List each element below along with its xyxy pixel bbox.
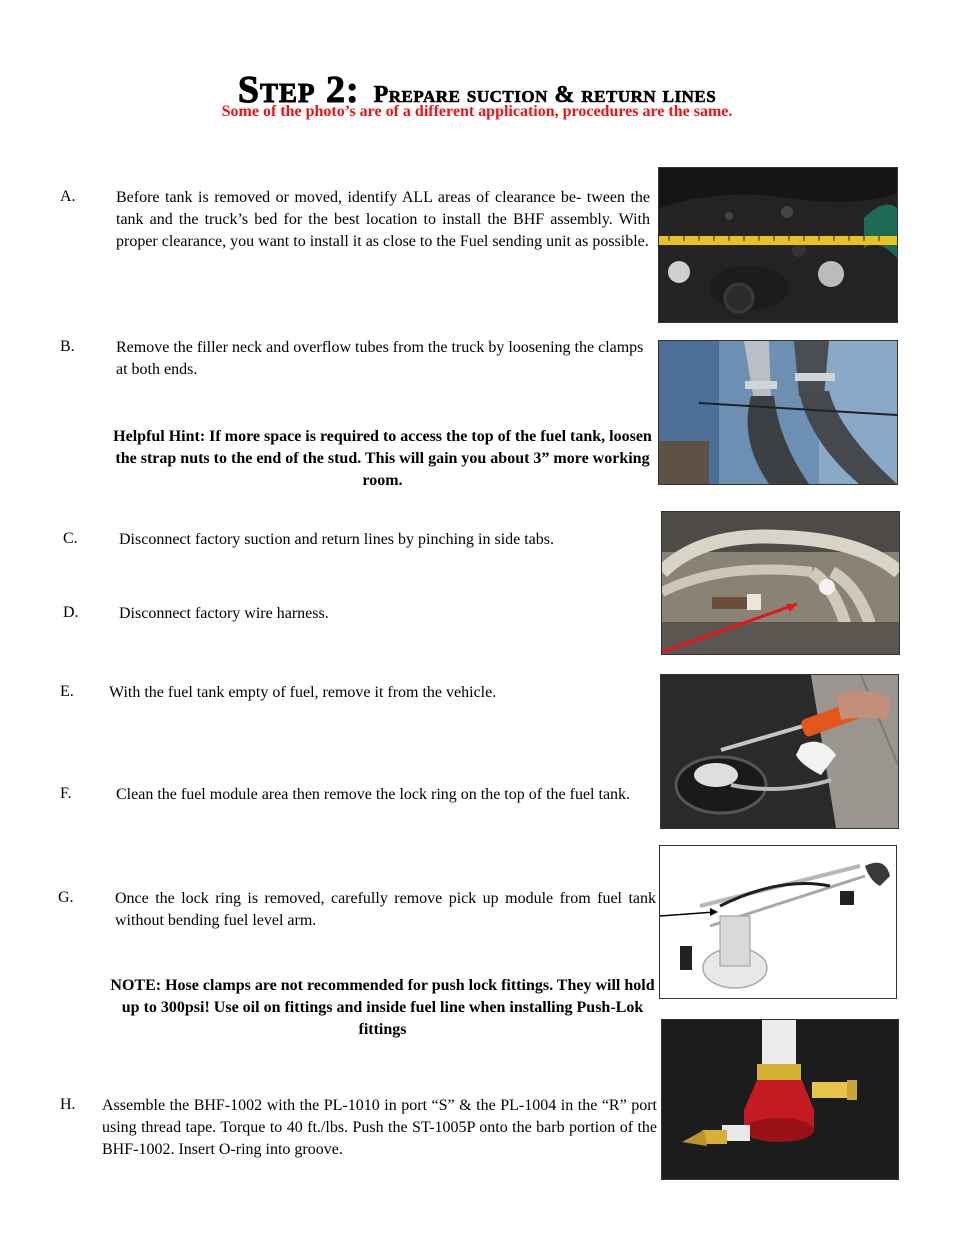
step-d-text: Disconnect factory wire harness.: [119, 605, 329, 622]
photo-filler-neck: [658, 340, 898, 485]
step-e-text: With the fuel tank empty of fuel, remove it from the vehicle.: [109, 684, 497, 701]
photo-suction-return-lines: [661, 511, 900, 655]
step-a-letter: A.: [60, 188, 76, 205]
step-c-text: Disconnect factory suction and return lines by pinching in side tabs.: [119, 531, 555, 548]
step-g-letter: G.: [58, 889, 74, 906]
step-e-letter: E.: [60, 683, 74, 700]
step-title: Prepare suction & return lines: [373, 82, 717, 108]
step-b-letter: B.: [60, 338, 75, 355]
step-a-text: Before tank is removed or moved, identify ALL areas of clearance be- tween the tank and the truck’s bed for the best location to install the BHF assembly. With proper clearance, you want to install it as close to the Fuel sending unit as possible.: [116, 189, 650, 250]
push-lok-note: NOTE: Hose clamps are not recommended for push lock fittings. They will hold up to 300psi! Use oil on fittings and inside fuel line when installing Push-Lok fittings: [110, 977, 655, 1038]
photo-lock-ring-removal: [660, 674, 899, 829]
helpful-hint: Helpful Hint: If more space is required to access the top of the fuel tank, loosen the strap nuts to the end of the stud. This will gain you about 3” more working room.: [113, 428, 652, 489]
step-c-letter: C.: [63, 530, 78, 547]
step-d-letter: D.: [63, 604, 79, 621]
photo-pickup-module: [659, 845, 897, 999]
step-b-text: Remove the filler neck and overflow tubes from the truck by loosening the clamps at both ends.: [116, 339, 644, 378]
step-g-text: Once the lock ring is removed, carefully remove pick up module from fuel tank without bending fuel level arm.: [115, 890, 656, 929]
step-f-text: Clean the fuel module area then remove the lock ring on the top of the fuel tank.: [116, 786, 631, 803]
application-note: Some of the photo’s are of a different application, procedures are the same.: [221, 103, 733, 120]
photo-tank-measurement: [658, 167, 898, 323]
photo-bhf-assembly: [661, 1019, 899, 1180]
step-f-letter: F.: [60, 785, 72, 802]
step-number: Step 2:: [237, 69, 360, 111]
step-h-letter: H.: [60, 1096, 76, 1113]
step-h-text: Assemble the BHF-1002 with the PL-1010 in port “S” & the PL-1004 in the “R” port using thread tape. Torque to 40 ft./lbs. Push the ST-1005P onto the barb portion of the BHF-1002. Insert O-ring into groove.: [102, 1097, 657, 1158]
